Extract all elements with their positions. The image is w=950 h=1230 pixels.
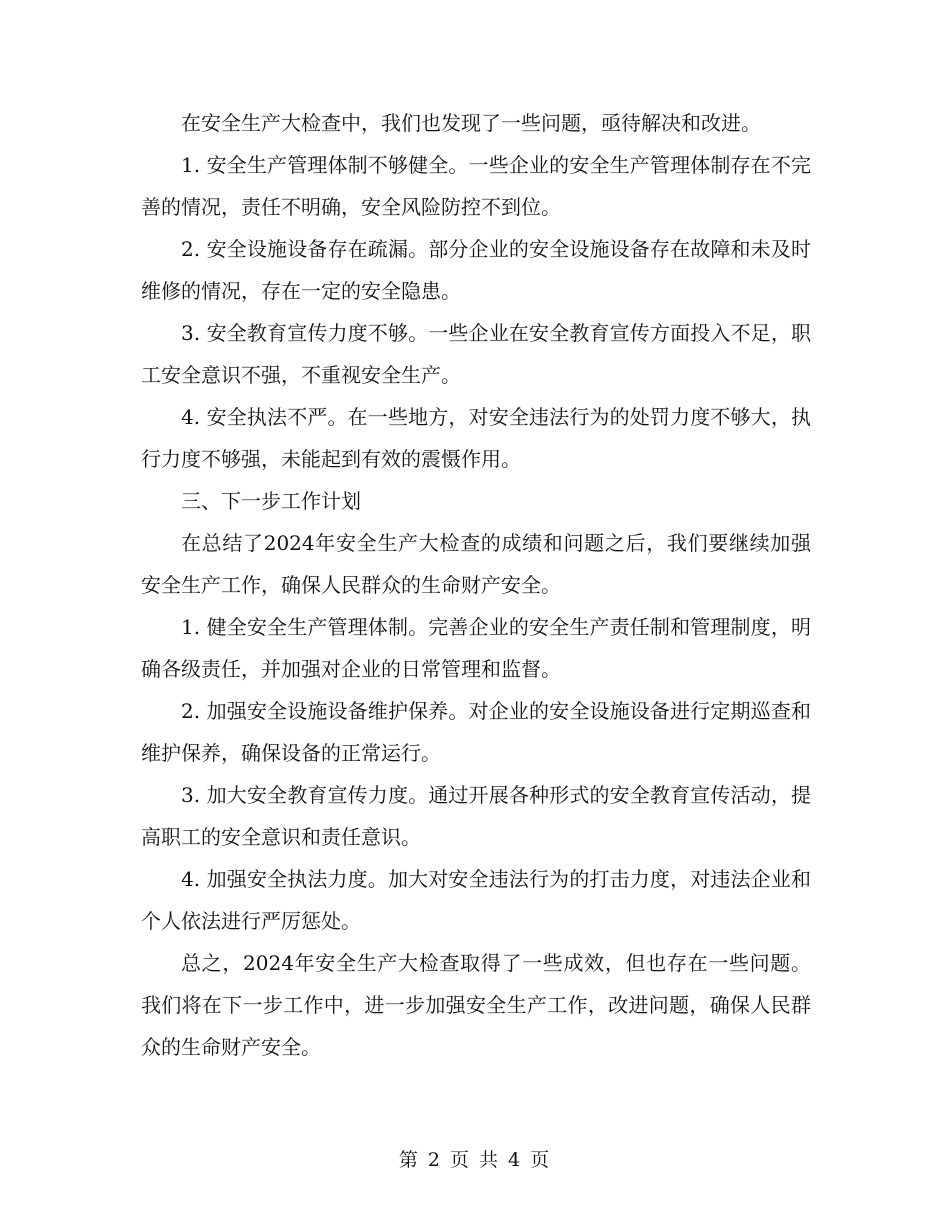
document-body — [141, 102, 811, 1068]
paragraph-plan-2: 2. 加强安全设施设备维护保养。对企业的安全设施设备进行定期巡查和维护保养，确保设备的正常运行。 — [141, 699, 811, 765]
paragraph-plan-intro: 在总结了2024年安全生产大检查的成绩和问题之后，我们要继续加强安全生产工作，确保人民群众的生命财产安全。 — [141, 531, 811, 597]
paragraph-plan-4: 4. 加强安全执法力度。加大对安全违法行为的打击力度，对违法企业和个人依法进行严厉惩处。 — [141, 867, 811, 933]
paragraph-plan-1: 1. 健全安全生产管理体制。完善企业的安全生产责任制和管理制度，明确各级责任，并加强对企业的日常管理和监督。 — [141, 615, 811, 681]
paragraph-problem-1: 1. 安全生产管理体制不够健全。一些企业的安全生产管理体制存在不完善的情况，责任不明确，安全风险防控不到位。 — [141, 153, 811, 219]
paragraph-plan-3: 3. 加大安全教育宣传力度。通过开展各种形式的安全教育宣传活动，提高职工的安全意识和责任意识。 — [141, 783, 811, 849]
page-number-footer: 第 2 页 共 4 页 — [398, 1149, 552, 1171]
paragraph-intro: 在安全生产大检查中，我们也发现了一些问题，亟待解决和改进。 — [181, 111, 761, 135]
paragraph-problem-3: 3. 安全教育宣传力度不够。一些企业在安全教育宣传方面投入不足，职工安全意识不强，不重视安全生产。 — [141, 321, 811, 387]
paragraph-problem-2: 2. 安全设施设备存在疏漏。部分企业的安全设施设备存在故障和未及时维修的情况，存在一定的安全隐患。 — [141, 237, 811, 303]
section-heading-next-steps: 三、下一步工作计划 — [181, 489, 361, 513]
paragraph-conclusion: 总之，2024年安全生产大检查取得了一些成效，但也存在一些问题。我们将在下一步工作中，进一步加强安全生产工作，改进问题，确保人民群众的生命财产安全。 — [141, 951, 811, 1059]
paragraph-problem-4: 4. 安全执法不严。在一些地方，对安全违法行为的处罚力度不够大，执行力度不够强，未能起到有效的震慑作用。 — [141, 405, 811, 471]
